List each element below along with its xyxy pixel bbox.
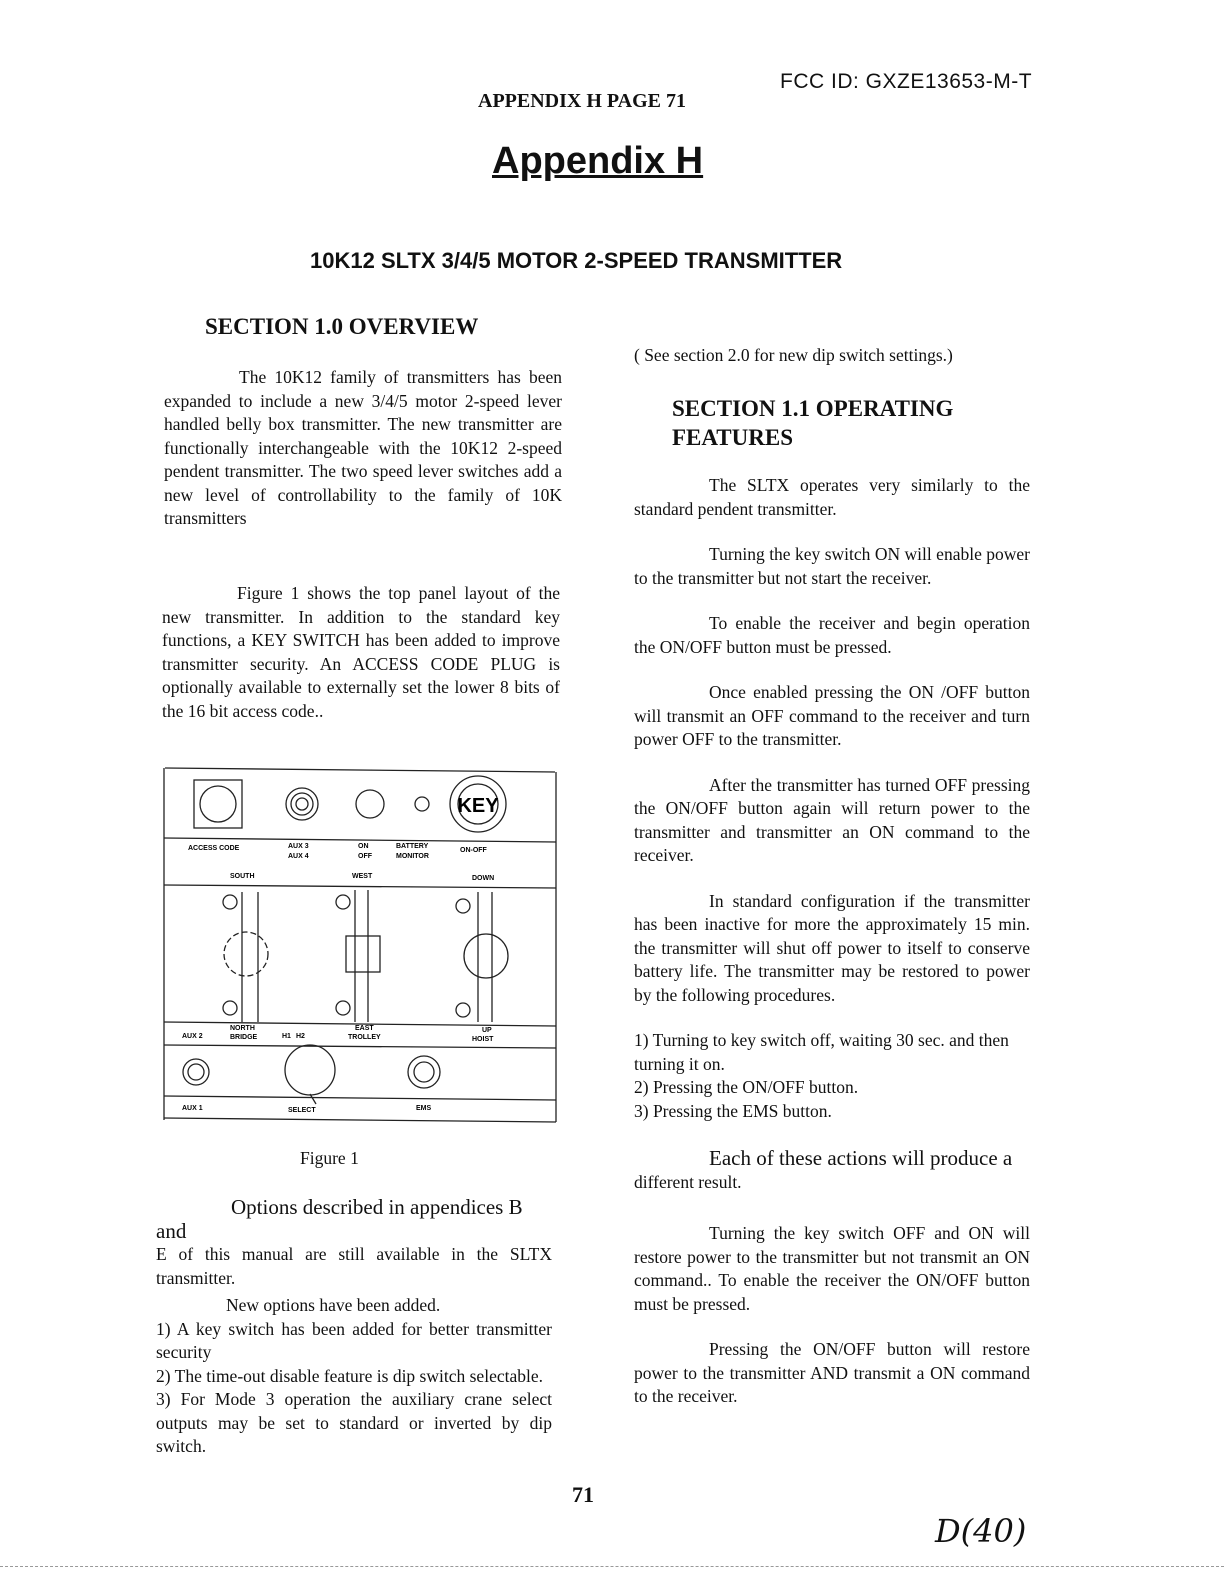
section-1-0-heading: SECTION 1.0 OVERVIEW — [205, 314, 479, 339]
op-para-4: Once enabled pressing the ON /OFF button will transmit an OFF command to the receiver and turn power OFF to the transmitter. — [634, 682, 1030, 749]
op-para-7: Turning the key switch OFF and ON will restore power to the transmitter but not transmit an ON command.. To enable the receiver the ON/OFF button must be pressed. — [634, 1223, 1030, 1314]
fcc-id: FCC ID: GXZE13653-M-T — [780, 70, 1033, 93]
restore-step-2: 2) Pressing the ON/OFF button. — [634, 1077, 859, 1097]
label-south: SOUTH — [230, 873, 255, 880]
label-ems: EMS — [416, 1105, 432, 1112]
page-title: Appendix H — [492, 140, 704, 182]
label-east: EAST — [355, 1025, 374, 1032]
op-para-6: In standard configuration if the transmitter has been inactive for more the approximately 15 min. the transmitter will shut off power to itself to conserve battery life. The transmitter may be restored to power by the following procedures. — [634, 890, 1030, 1005]
handwritten-signature: D(40) — [935, 1512, 1027, 1550]
label-hoist: HOIST — [472, 1036, 494, 1043]
dip-switch-note: ( See section 2.0 for new dip switch settings.) — [634, 345, 953, 365]
option-item-2: 2) The time-out disable feature is dip switch selectable. — [156, 1365, 543, 1386]
options-lead: Options described in appendices B and — [156, 1195, 523, 1243]
label-h2: H2 — [296, 1033, 305, 1040]
label-battery: BATTERY — [396, 843, 429, 850]
label-off: OFF — [358, 853, 372, 860]
label-monitor: MONITOR — [396, 853, 429, 860]
op-para-8: Pressing the ON/OFF button will restore power to the transmitter AND transmit a ON command to the receiver. — [634, 1339, 1030, 1406]
overview-paragraph-2 — [162, 582, 560, 723]
op-para-2: Turning the key switch ON will enable power to the transmitter but not start the receiver. — [634, 544, 1030, 588]
figure-1-caption: Figure 1 — [300, 1148, 359, 1168]
op-para-5: After the transmitter has turned OFF pressing the ON/OFF button again will return power to the transmitter and transmitter an ON command to the receiver. — [634, 774, 1030, 865]
label-north: NORTH — [230, 1025, 255, 1032]
label-aux4: AUX 4 — [288, 853, 309, 860]
figure-1-panel-diagram — [160, 760, 560, 1130]
page-number: 71 — [572, 1482, 594, 1507]
label-aux2: AUX 2 — [182, 1033, 203, 1040]
appendix-page-header: APPENDIX H PAGE 71 — [478, 90, 686, 112]
new-options-list — [156, 1318, 552, 1459]
overview-paragraph-1 — [164, 366, 562, 531]
overview-text-2: Figure 1 shows the top panel layout of the new transmitter. In addition to the standard key functions, a KEY SWITCH has been added to improve transmitter security. An ACCESS CODE PLUG is optionally available to externally set the lower 8 bits of the 16 bit access code.. — [162, 583, 560, 721]
key-label: KEY — [457, 795, 499, 817]
option-item-3: 3) For Mode 3 operation the auxiliary crane select outputs may be set to standard or inverted by dip switch. — [156, 1389, 552, 1456]
label-aux3: AUX 3 — [288, 843, 309, 850]
document-subtitle: 10K12 SLTX 3/4/5 MOTOR 2-SPEED TRANSMITTER — [310, 248, 843, 273]
op-para-3: To enable the receiver and begin operation the ON/OFF button must be pressed. — [634, 613, 1030, 657]
label-west: WEST — [352, 873, 373, 880]
label-bridge: BRIDGE — [230, 1034, 258, 1041]
section-1-1-heading: SECTION 1.1 OPERATING FEATURES — [672, 396, 954, 450]
new-options-line: New options have been added. — [226, 1295, 441, 1315]
restore-steps-list — [634, 1029, 1030, 1123]
label-aux1: AUX 1 — [182, 1105, 203, 1112]
label-on-off: ON-OFF — [460, 847, 487, 854]
label-on: ON — [358, 843, 369, 850]
restore-step-3: 3) Pressing the EMS button. — [634, 1100, 832, 1121]
label-trolley: TROLLEY — [348, 1034, 381, 1041]
each-action-lead: Each of these actions will produce a — [709, 1146, 1013, 1170]
op-para-1: The SLTX operates very similarly to the standard pendent transmitter. — [634, 475, 1030, 519]
overview-text-1: The 10K12 family of transmitters has been expanded to include a new 3/4/5 motor 2-speed lever handled belly box transmitter. The new transmitter are functionally interchangeable with the 10K12 2-speed pendent transmitter. The two speed lever switches add a new level of controllability to the family of 10K transmitters — [164, 367, 562, 528]
options-paragraph — [156, 1196, 552, 1459]
label-select: SELECT — [288, 1107, 316, 1114]
restore-step-1: 1) Turning to key switch off, waiting 30 sec. and then turning it on. — [634, 1030, 1009, 1074]
bottom-scan-line — [0, 1566, 1224, 1567]
label-up: UP — [482, 1027, 492, 1034]
operating-features-text — [634, 474, 1030, 1409]
each-action-rest: different result. — [634, 1171, 742, 1192]
label-access-code: ACCESS CODE — [188, 845, 240, 852]
option-item-1: 1) A key switch has been added for better transmitter security — [156, 1318, 552, 1362]
label-down: DOWN — [472, 875, 495, 882]
options-rest: E of this manual are still available in the SLTX transmitter. — [156, 1244, 552, 1288]
label-h1: H1 — [282, 1033, 291, 1040]
